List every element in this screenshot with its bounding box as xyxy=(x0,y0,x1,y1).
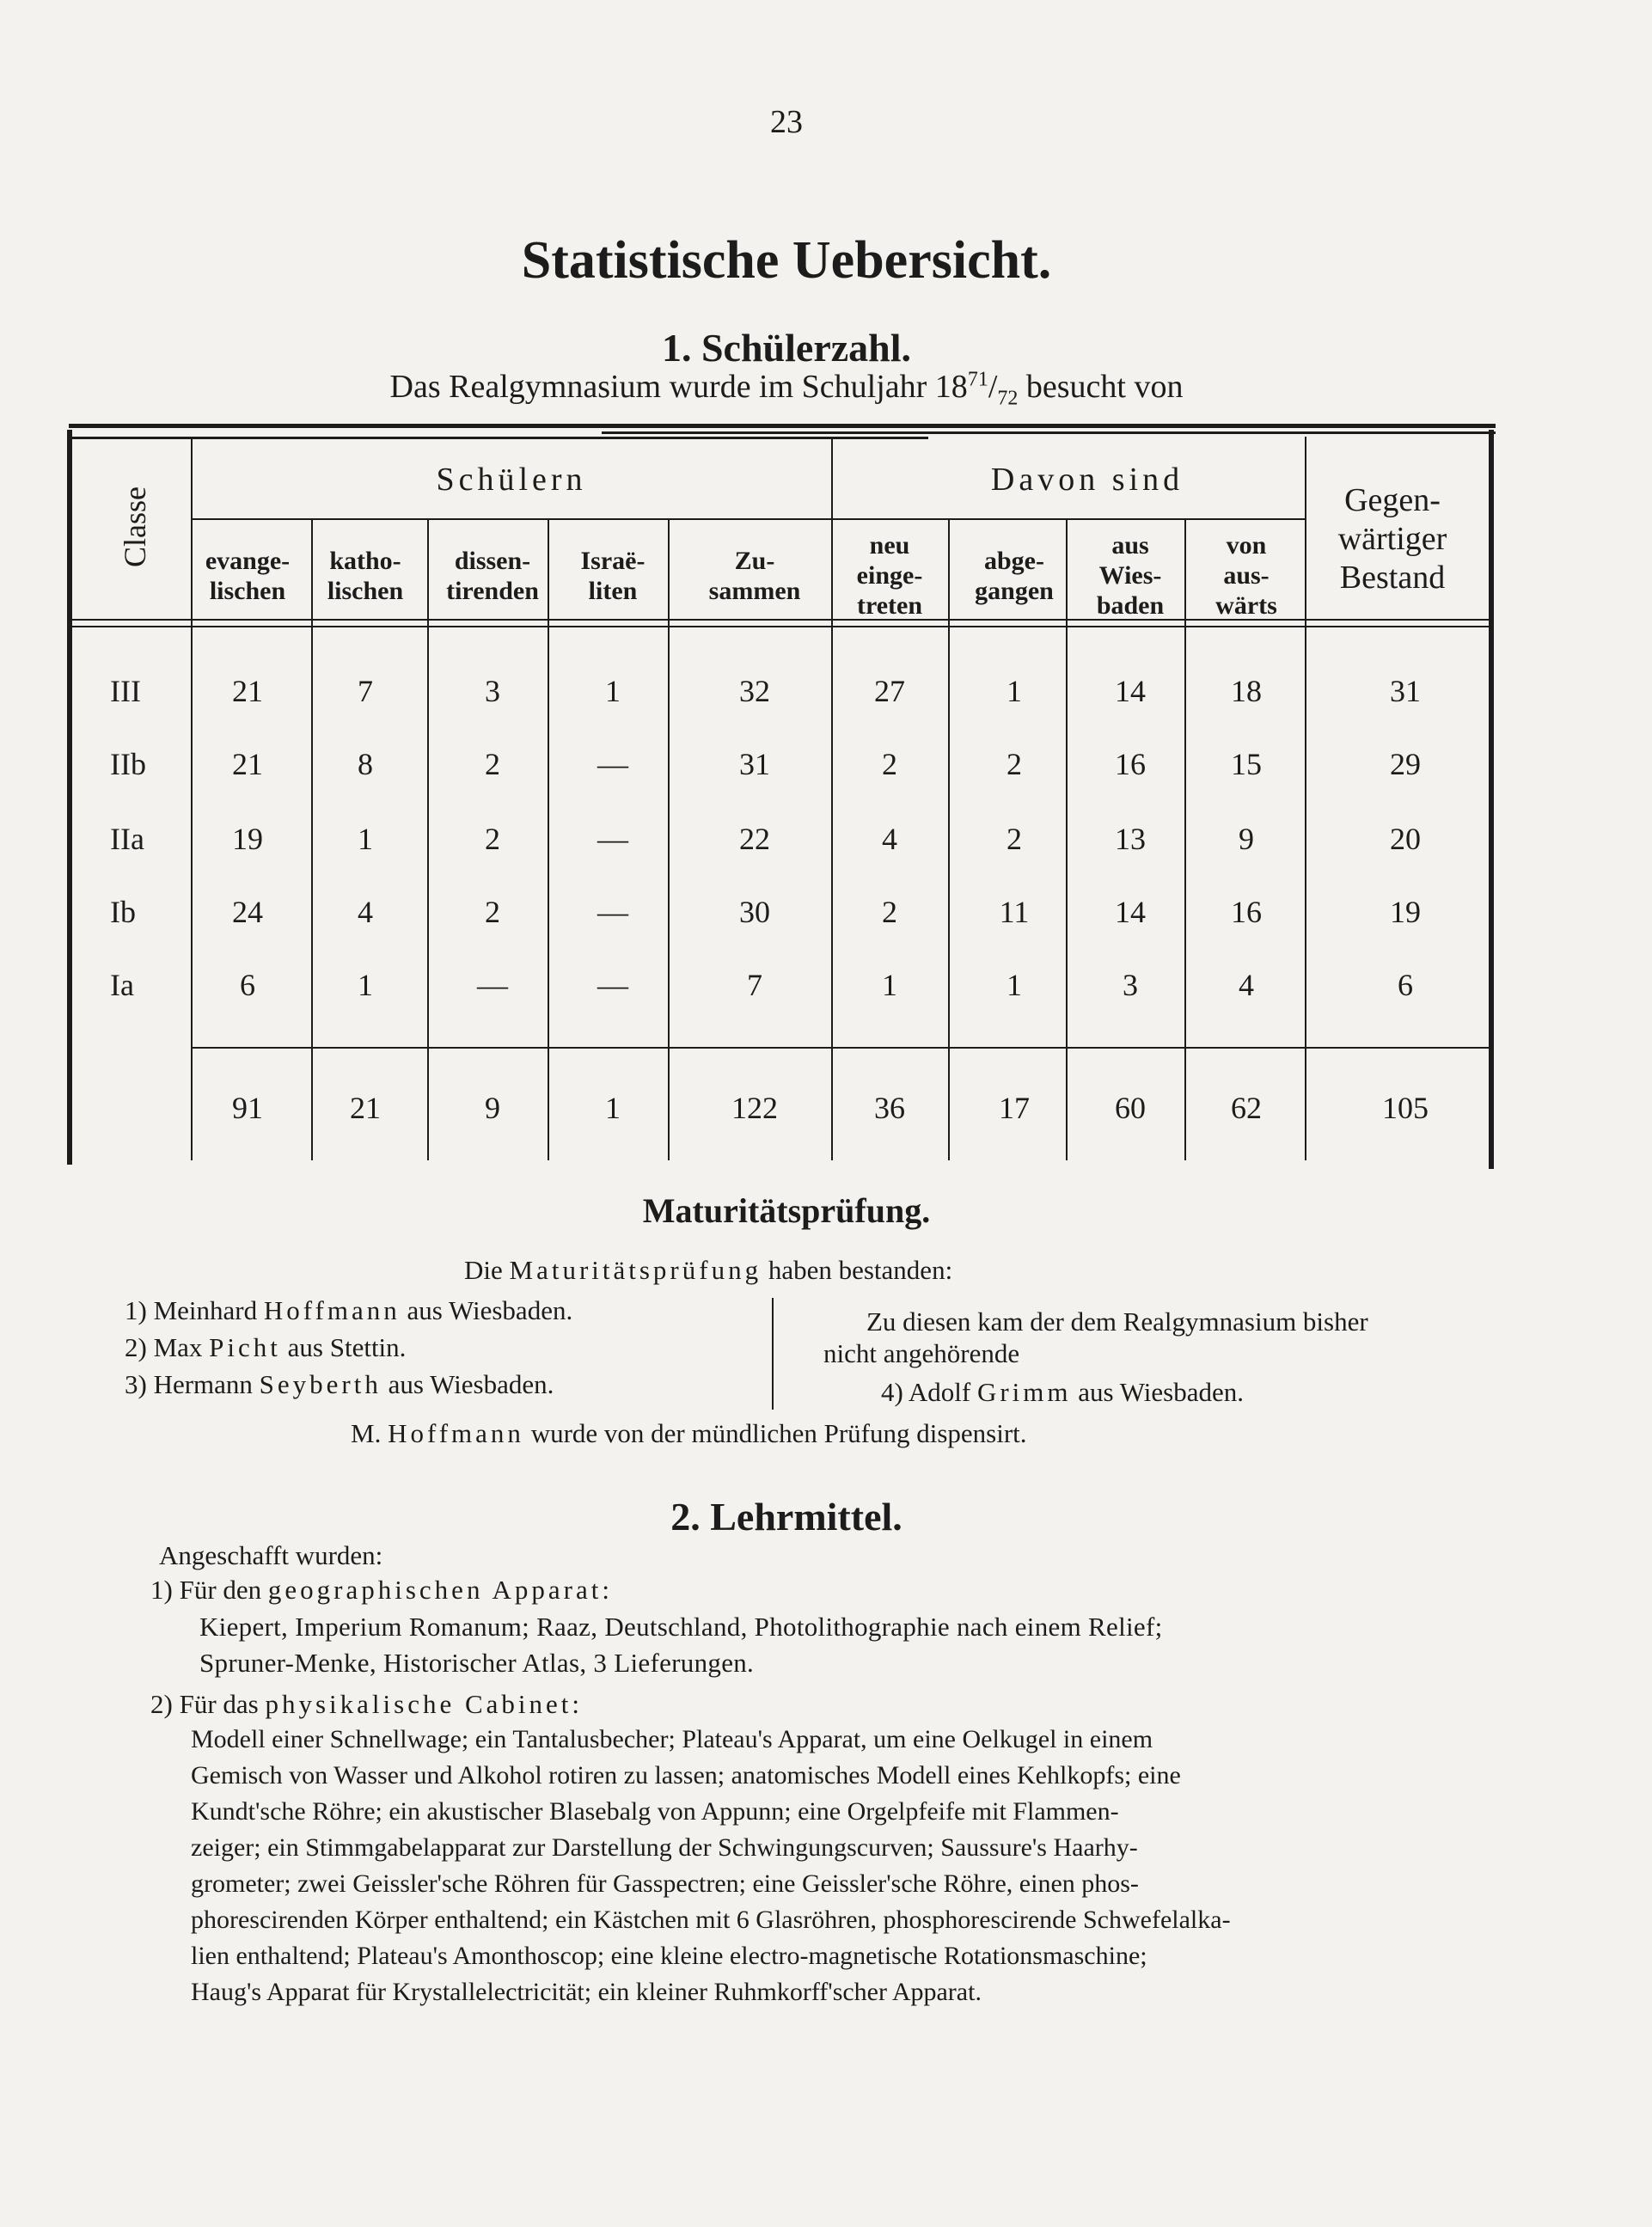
column-header-line: Wies- xyxy=(1098,561,1162,590)
graduate-origin: aus Wiesbaden. xyxy=(407,1295,573,1325)
table-cell: 7 xyxy=(747,968,762,1002)
table-cell: 3 xyxy=(485,674,500,708)
graduate-item xyxy=(881,1375,1244,1410)
table-cell: 20 xyxy=(1390,822,1421,856)
table-cell: 16 xyxy=(1231,895,1262,929)
column-header-line: lischen xyxy=(327,577,404,605)
column-header xyxy=(187,546,308,606)
table-cell: 6 xyxy=(240,968,255,1002)
table-top-rule xyxy=(69,424,1496,428)
column-header xyxy=(1074,530,1186,621)
table-cell: 4 xyxy=(1239,968,1254,1002)
table-cell: 1 xyxy=(1006,674,1022,708)
table-cell: 4 xyxy=(358,895,373,929)
graduate-surname: Picht xyxy=(209,1332,281,1362)
classe-header: Classe xyxy=(118,486,152,567)
intro-year-sub: 72 xyxy=(997,387,1019,410)
maturitaet-intro-prefix: Die xyxy=(464,1255,510,1285)
table-cell: 6 xyxy=(1398,968,1413,1002)
column-rule xyxy=(427,520,429,1160)
graduate-surname: Grimm xyxy=(976,1377,1072,1407)
total-cell: 17 xyxy=(999,1091,1030,1125)
total-cell: 21 xyxy=(350,1091,381,1125)
table-cell: 14 xyxy=(1115,895,1146,929)
note-name: Hoffmann xyxy=(388,1418,524,1448)
item-text-line: Gemisch von Wasser und Alkohol rotiren zu lassen; anatomisches Modell eines Kehlkopfs; eine xyxy=(191,1761,1181,1790)
table-cell: 18 xyxy=(1231,674,1262,708)
total-cell: 1 xyxy=(605,1091,621,1125)
column-header-line: lischen xyxy=(209,577,286,605)
table-cell: 1 xyxy=(882,968,897,1002)
table-cell: 19 xyxy=(232,822,263,856)
table-cell: 21 xyxy=(232,674,263,708)
column-header-line: evange- xyxy=(205,547,291,575)
column-header-line: einge- xyxy=(856,561,923,590)
table-cell: 2 xyxy=(1006,747,1022,781)
page-number: 23 xyxy=(770,104,803,140)
column-header-line: aus xyxy=(1111,531,1149,560)
graduate-number: 4) xyxy=(881,1377,903,1407)
table-cell: — xyxy=(597,747,628,781)
item-text-line: Modell einer Schnellwage; ein Tantalusbecher; Plateau's Apparat, um eine Oelkugel in einem xyxy=(191,1725,1153,1753)
item-text-line: Spruner-Menke, Historischer Atlas, 3 Lieferungen. xyxy=(199,1648,755,1678)
table-left-border xyxy=(67,430,72,1165)
header-sub-rule xyxy=(191,518,1305,520)
item-prefix: Für das xyxy=(179,1689,266,1719)
row-label: IIa xyxy=(110,822,144,856)
graduate-item xyxy=(125,1294,572,1328)
table-cell: 1 xyxy=(1006,968,1022,1002)
note-prefix: M. xyxy=(351,1418,389,1448)
total-cell: 91 xyxy=(232,1091,263,1125)
table-cell: 15 xyxy=(1231,747,1262,781)
graduate-first-name: Adolf xyxy=(908,1377,971,1407)
column-header xyxy=(428,546,557,606)
row-label: IIb xyxy=(110,747,146,781)
table-cell: — xyxy=(597,895,628,929)
table-right-border xyxy=(1489,430,1494,1169)
column-header-line: von xyxy=(1226,531,1267,560)
graduate-number: 2) xyxy=(125,1332,147,1362)
column-rule xyxy=(1066,520,1068,1160)
table-cell: — xyxy=(477,968,508,1002)
totals-rule xyxy=(191,1047,1489,1049)
table-cell: 2 xyxy=(1006,822,1022,856)
table-cell: — xyxy=(597,822,628,856)
table-cell: 7 xyxy=(358,674,373,708)
graduate-first-name: Max xyxy=(153,1332,203,1362)
column-header-line: neu xyxy=(869,531,910,560)
graduate-number: 1) xyxy=(125,1295,147,1325)
bestand-header-line: Bestand xyxy=(1339,560,1446,596)
total-cell: 9 xyxy=(485,1091,500,1125)
table-cell: 1 xyxy=(605,674,621,708)
section-heading-schuelerzahl: 1. Schülerzahl. xyxy=(661,326,912,370)
lehrmittel-item-1 xyxy=(150,1573,613,1607)
table-top-rule-third xyxy=(69,437,928,439)
maturitaet-note xyxy=(351,1416,1027,1451)
table-cell: 16 xyxy=(1115,747,1146,781)
maturitaet-intro-suffix: haben bestanden: xyxy=(762,1255,953,1285)
intro-text: Das Realgymnasium wurde im Schuljahr 18 xyxy=(389,369,968,405)
graduate-first-name: Hermann xyxy=(153,1369,253,1399)
table-cell: 4 xyxy=(882,822,897,856)
graduate-surname: Hoffmann xyxy=(263,1295,401,1325)
column-header-line: liten xyxy=(588,577,638,605)
table-cell: 14 xyxy=(1115,674,1146,708)
row-label: III xyxy=(110,674,141,708)
table-cell: — xyxy=(597,968,628,1002)
table-cell: 8 xyxy=(358,747,373,781)
table-cell: 32 xyxy=(739,674,770,708)
table-cell: 1 xyxy=(358,822,373,856)
item-text-line: Kiepert, Imperium Romanum; Raaz, Deutschland, Photolithographie nach einem Relief; xyxy=(199,1612,1163,1642)
intro-year-sup: 71 xyxy=(967,368,988,391)
graduate-item xyxy=(125,1331,406,1365)
total-cell: 62 xyxy=(1231,1091,1262,1125)
graduates-right-line: Zu diesen kam der dem Realgymnasium bisher xyxy=(866,1306,1368,1337)
column-header-line: Zu- xyxy=(734,547,775,575)
table-cell: 31 xyxy=(739,747,770,781)
section-heading-maturitaet: Maturitätsprüfung. xyxy=(642,1191,931,1230)
table-cell: 3 xyxy=(1123,968,1138,1002)
group-header-schuelern: Schülern xyxy=(436,462,587,498)
bestand-header-line: Gegen- xyxy=(1344,482,1441,518)
column-header-line: tirenden xyxy=(446,577,539,605)
column-header xyxy=(686,546,823,606)
table-cell: 2 xyxy=(485,895,500,929)
bestand-header xyxy=(1319,481,1465,597)
maturitaet-intro xyxy=(464,1253,952,1288)
item-text-line: grometer; zwei Geissler'sche Röhren für Gasspectren; eine Geissler'sche Röhre, einen phos- xyxy=(191,1869,1139,1898)
table-cell: 29 xyxy=(1390,747,1421,781)
table-intro xyxy=(0,368,1573,411)
graduate-origin: aus Wiesbaden. xyxy=(1078,1377,1245,1407)
table-cell: 1 xyxy=(358,968,373,1002)
item-heading: geographischen Apparat: xyxy=(267,1575,613,1605)
column-header xyxy=(1186,530,1306,621)
column-header-line: sammen xyxy=(708,577,801,605)
table-cell: 30 xyxy=(739,895,770,929)
row-label: Ib xyxy=(110,895,136,929)
table-cell: 31 xyxy=(1390,674,1421,708)
table-cell: 2 xyxy=(882,747,897,781)
graduate-first-name: Meinhard xyxy=(153,1295,258,1325)
item-number: 1) xyxy=(150,1575,173,1605)
column-header-line: katho- xyxy=(329,547,401,575)
table-cell: 11 xyxy=(999,895,1030,929)
item-text-line: phorescirenden Körper enthaltend; ein Kästchen mit 6 Glasröhren, phosphorescirende Schwefelalka- xyxy=(191,1906,1231,1934)
lehrmittel-intro: Angeschafft wurden: xyxy=(159,1540,383,1570)
page-title: Statistische Uebersicht. xyxy=(521,231,1052,290)
column-header-line: aus- xyxy=(1223,561,1270,590)
note-rest: wurde von der mündlichen Prüfung dispensirt. xyxy=(523,1418,1027,1448)
column-header-line: wärts xyxy=(1215,591,1277,620)
total-cell: 36 xyxy=(874,1091,905,1125)
table-cell: 2 xyxy=(485,822,500,856)
table-cell: 9 xyxy=(1239,822,1254,856)
intro-slash: / xyxy=(988,369,998,405)
column-header-line: abge- xyxy=(984,547,1044,575)
graduate-surname: Seyberth xyxy=(259,1369,382,1399)
column-header xyxy=(557,546,669,606)
column-header-line: dissen- xyxy=(454,547,531,575)
graduates-divider xyxy=(772,1298,774,1410)
table-cell: 13 xyxy=(1115,822,1146,856)
graduate-origin: aus Wiesbaden. xyxy=(388,1369,554,1399)
column-header-line: baden xyxy=(1096,591,1165,620)
item-text-line: lien enthaltend; Plateau's Amonthoscop; eine kleine electro-magnetische Rotationsmaschine; xyxy=(191,1942,1147,1970)
table-cell: 2 xyxy=(485,747,500,781)
table-cell: 22 xyxy=(739,822,770,856)
table-cell: 21 xyxy=(232,747,263,781)
item-prefix: Für den xyxy=(179,1575,268,1605)
item-heading: physikalische Cabinet: xyxy=(265,1689,583,1719)
total-cell: 105 xyxy=(1382,1091,1429,1125)
item-text-line: Kundt'sche Röhre; ein akustischer Blasebalg von Appunn; eine Orgelpfeife mit Flammen- xyxy=(191,1797,1119,1826)
column-header-line: gangen xyxy=(975,577,1054,605)
column-header xyxy=(305,546,425,606)
table-cell: 24 xyxy=(232,895,263,929)
column-header-line: Israë- xyxy=(580,547,646,575)
intro-text-end: besucht von xyxy=(1018,369,1184,405)
column-header xyxy=(958,546,1070,606)
item-number: 2) xyxy=(150,1689,173,1719)
table-cell: 27 xyxy=(874,674,905,708)
maturitaet-intro-spaced: Maturitätsprüfung xyxy=(509,1255,762,1285)
item-text-line: zeiger; ein Stimmgabelapparat zur Darstellung der Schwingungscurven; Saussure's Haarhy- xyxy=(191,1833,1138,1862)
bestand-header-line: wärtiger xyxy=(1337,521,1447,557)
item-text-line: Haug's Apparat für Krystallelectricität; ein kleiner Ruhmkorff'scher Apparat. xyxy=(191,1978,982,2006)
graduates-right-line: nicht angehörende xyxy=(823,1338,1020,1368)
total-cell: 122 xyxy=(731,1091,778,1125)
column-header-line: treten xyxy=(856,591,923,620)
row-label: Ia xyxy=(110,968,134,1002)
total-cell: 60 xyxy=(1115,1091,1146,1125)
group-header-davon: Davon sind xyxy=(990,462,1184,498)
graduate-origin: aus Stettin. xyxy=(287,1332,407,1362)
table-top-rule-second xyxy=(602,431,1496,434)
lehrmittel-item-2 xyxy=(150,1687,583,1722)
column-rule xyxy=(668,520,670,1160)
column-header xyxy=(829,530,950,621)
table-cell: 19 xyxy=(1390,895,1421,929)
header-bottom-rule-second xyxy=(69,626,1489,627)
table-cell: 2 xyxy=(882,895,897,929)
section-heading-lehrmittel: 2. Lehrmittel. xyxy=(670,1495,902,1539)
graduate-item xyxy=(125,1367,554,1402)
graduate-number: 3) xyxy=(125,1369,147,1399)
